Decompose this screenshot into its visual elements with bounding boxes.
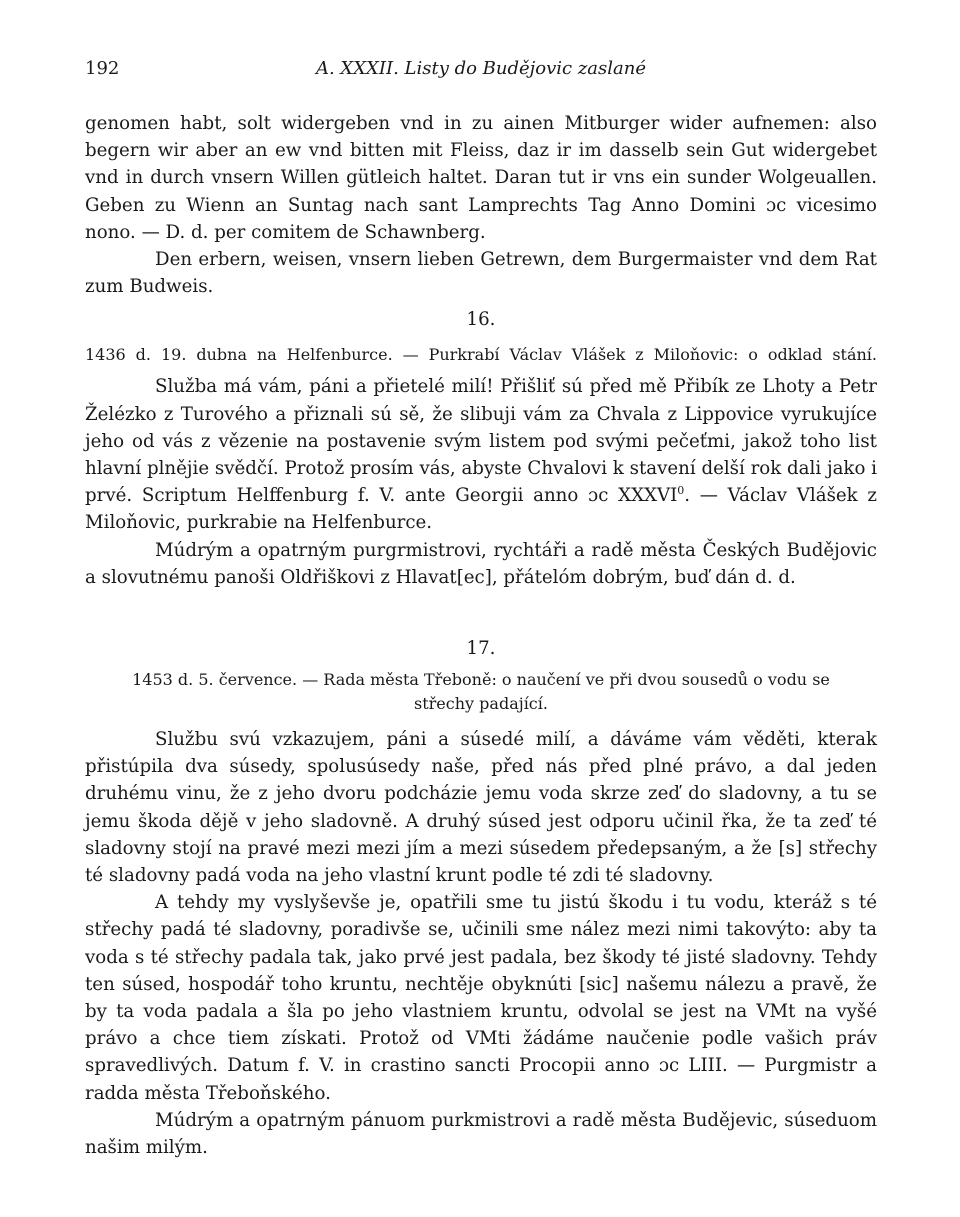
prior-document-address: Den erbern, weisen, vnsern lieben Getrewn, dem Burgermaister vnd dem Rat zum Budweis. bbox=[85, 249, 877, 298]
page bbox=[85, 58, 877, 1161]
document-address: Múdrým a opatrným purgrmistrovi, rychtáři a radě města Českých Budějovic a slovutnému panoši Oldřiškovi z Hlavat[ec], přátelóm dobrým, buď dán d. d. bbox=[85, 539, 877, 588]
running-title: A. XXXII. Listy do Budějovic zaslané bbox=[315, 58, 647, 79]
document-number: 16. bbox=[466, 309, 496, 331]
prior-document-continuation bbox=[85, 110, 877, 300]
superscript: 0 bbox=[677, 484, 685, 498]
prior-document-text: genomen habt, solt widergeben vnd in zu ainen Mitburger wider aufnemen: also begern wir aber an ew vnd bitten mit Fleiss, daz ir im dasselb sein Gut widergebet vnd in durch vnsern Willen gütleich haltet. Daran tut ir vns ein sunder Wolgeuallen. Geben zu Wienn an Suntag nach sant Lamprechts Tag Anno Domini ɔc vicesimo nono. — D. d. per comitem de Schawnberg. bbox=[85, 113, 877, 243]
document-address: Múdrým a opatrným pánuom purkmistrovi a radě města Budějevic, súseduom našim milým. bbox=[85, 1109, 877, 1159]
document-paragraph: A tehdy my vyslyševše je, opatřili sme tu jistú škodu i tu vodu, kteráž s té střechy padá té sladovny, poradivše se, učinili sme nález mezi nimi takovýto: aby ta voda s té střechy padala tak, jako prvé jest padala, bez škody té jisté sladovny. Tehdy ten súsed, hospodář toho kruntu, nechtěje obyknúti [sic] našemu nálezu a pravě, že by ta voda padala a šla po jeho vlastniem kruntu, odvolal se jest na VMt na vyšé právo a chce tiem získati. Protož od VMti žádáme naučenie podle vašich práv spravedlivých. Datum f. V. in crastino sancti Procopii anno ɔc LIII. — Purgmistr a radda města Třeboňského. bbox=[85, 892, 877, 1104]
running-head bbox=[85, 58, 877, 90]
document-16 bbox=[85, 306, 877, 591]
page-number: 192 bbox=[85, 58, 120, 79]
document-number: 17. bbox=[466, 638, 496, 660]
document-regest: 1436 d. 19. dubna na Helfenburce. — Purkrabí Václav Vlášek z Miloňovic: o odklad stání. bbox=[85, 345, 877, 365]
document-17 bbox=[85, 635, 877, 1161]
document-body-text: Služba má vám, páni a přietelé milí! Přišliť sú před mě Přibík ze Lhoty a Petr Želézko z Turového a přiznali sú sě, že slibuji vám za Chvala z Lippovice vyrukujíce jeho od vás z vězenie na postavenie svým listem pod svými pečeťmi, jakož toho list hlavní plnějie svědčí. Protož prosím vás, abyste Chvalovi k stavení delší rok dali jako i prvé. Scriptum Helffenburg f. V. ante Georgii anno ɔc XXXVI bbox=[85, 376, 877, 507]
document-body bbox=[85, 373, 877, 536]
document-paragraph: Službu svú vzkazujem, páni a súsedé milí, a dáváme vám věděti, kterak přistúpila dva súsedy, spolusúsedy naše, před nás před plné právo, a dal jeden druhému vinu, že z jeho dvoru podcházie jemu voda skrze zeď do sladovny, a tu se jemu škoda dějě v jeho sladovně. A druhý súsed jest odporu učinil řka, že ta zeď té sladovny stojí na pravé mezi mezi jím a mezi súsedem předepsaným, a že [s] střechy té sladovny padá voda na jeho vlastní krunt podle té zdi té sladovny. bbox=[85, 729, 877, 887]
document-body-signature: . — Václav Vlášek z Miloňovic, purkrabie na Helfenburce. bbox=[85, 485, 877, 534]
document-regest: 1453 d. 5. července. — Rada města Třeboně: o naučení ve při dvou sousedů o vodu se střechy padající. bbox=[132, 670, 830, 714]
